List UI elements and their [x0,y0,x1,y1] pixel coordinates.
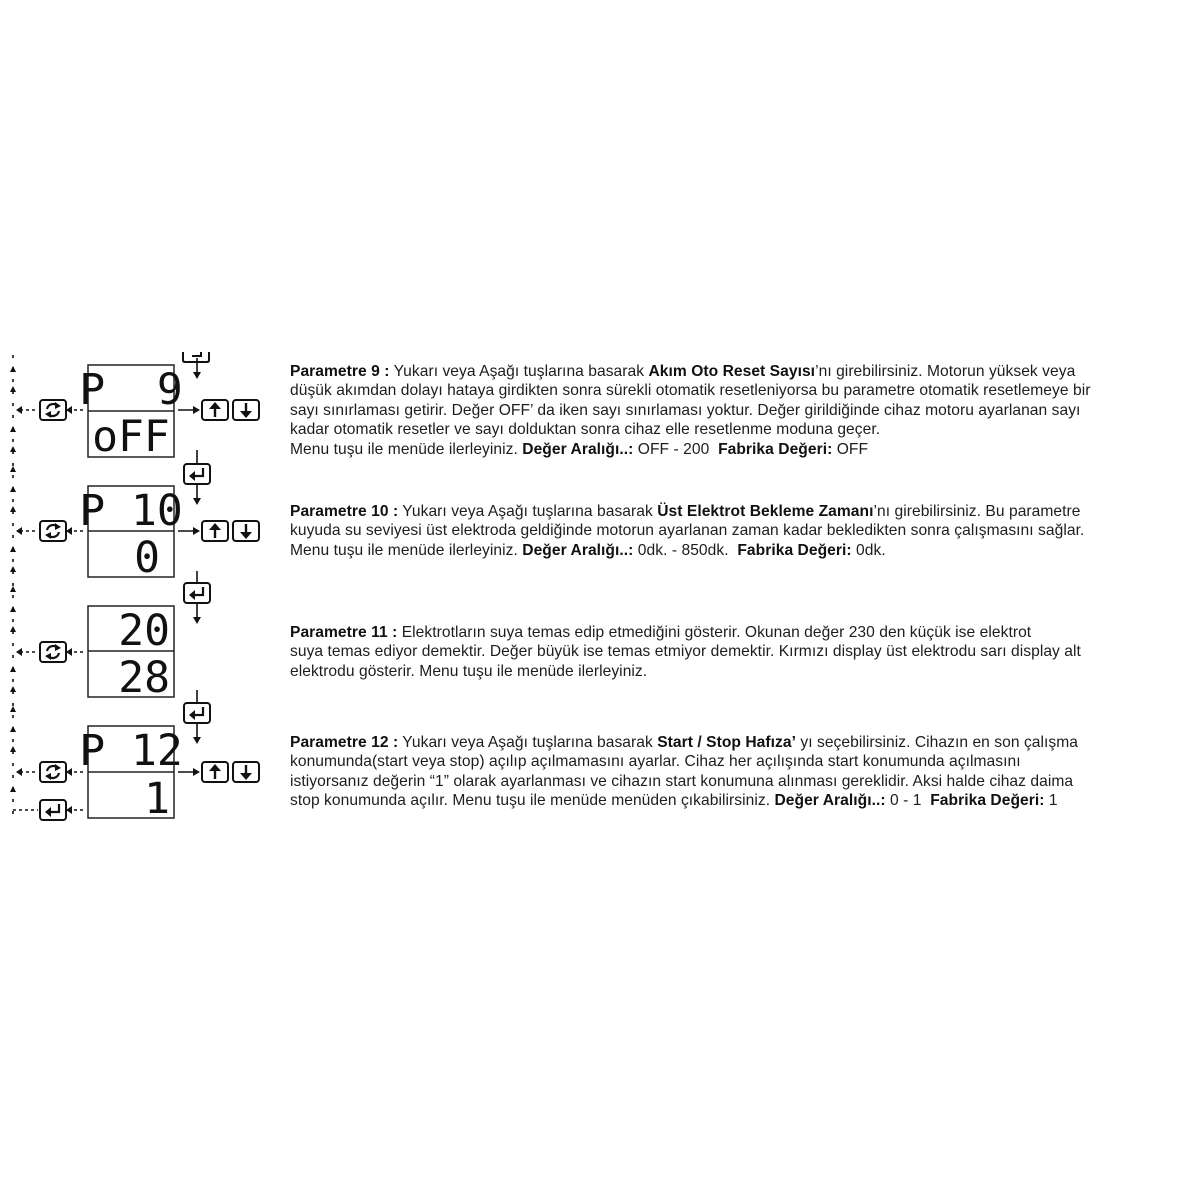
param-title: Parametre 9 : [290,363,390,380]
text-line: stop konumunda açılır. Menu tuşu ile menüde menüden çıkabilirsiniz. Değer Aralığı..: 0 - 1 Fabrika Değeri: 1 [290,792,1058,810]
cycle-icon [40,762,66,782]
text-line: Menu tuşu ile menüde ilerleyiniz. Değer Aralığı..: 0dk. - 850dk. Fabrika Değeri: 0dk. [290,541,886,559]
cycle-icon [40,521,66,541]
enter-icon [40,800,66,820]
lcd-bottom-3: 28 [118,653,170,703]
lcd-bottom-2: 0 [134,533,160,583]
text-line: kadar otomatik resetler ve sayı dolduktan sonra cihaz elle resetlenme moduna geçer. [290,421,881,439]
text-line: Parametre 9 : Yukarı veya Aşağı tuşlarına basarak Akım Oto Reset Sayısı’nı girebilirsiniz. Motorun yüksek veya [290,363,1076,380]
text-line: kuyuda su seviyesi üst elektroda geldiğinde motorun ayarlanan zaman kadar bekledikten sonra çalışmasını sağlar. [290,522,1085,540]
text-line: istiyorsanız değerin “1” olarak ayarlanması ve cihazın start konumuna alınması gereklidir. Aksi halde cihaz daima [290,772,1074,790]
text-line: Parametre 10 : Yukarı veya Aşağı tuşlarına basarak Üst Elektrot Bekleme Zamanı’nı girebilirsiniz. Bu parametre [290,503,1081,520]
text-line: Parametre 12 : Yukarı veya Aşağı tuşlarına basarak Start / Stop Hafıza’ yı seçebilirsiniz. Cihazın en son çalışma [290,734,1079,751]
text-line: sayı sınırlaması getirir. Değer OFF’ da iken sayı sınırlaması yoktur. Değer girildiğinde cihaz motoru ayarlanan sayı [290,401,1081,419]
lcd-top-2: P 10 [79,486,183,536]
text-line: konumunda(start veya stop) açılıp açılmamasını ayarlar. Cihaz her açılışında start konumunda açılmasını [290,753,1021,771]
text-line: suya temas ediyor demektir. Değer büyük ise temas etmiyor demektir. Kırmızı display üst elektrodu sarı display alt [290,643,1081,661]
text-line: düşük akımdan dolayı hataya girdikten sonra sürekli otomatik resetleniyorsa bu parametre otomatik resetlemeye bir [290,382,1091,400]
arrow-down-icon [233,762,259,782]
flow-arrow [193,603,201,624]
param-title: Parametre 12 : [290,734,399,751]
lcd-top-1: P 9 [79,365,183,415]
param-9-description [290,362,1190,459]
enter-icon [183,352,209,362]
arrow-down-icon [233,400,259,420]
lcd-bottom-4: 1 [144,774,170,824]
arrow-up-icon [202,400,228,420]
text-line: elektrodu gösterir. Menu tuşu ile menüde ilerleyiniz. [290,662,648,680]
param-11-description [290,623,1190,681]
param-10-description [290,502,1190,560]
flow-arrow [193,484,201,505]
lcd-top-4: P 12 [79,726,183,776]
enter-icon [184,583,210,603]
param-title: Parametre 11 : [290,624,398,641]
lcd-top-3: 20 [118,606,170,656]
lcd-bottom-1: oFF [92,412,170,462]
text-line: Menu tuşu ile menüde ilerleyiniz. Değer Aralığı..: OFF - 200 Fabrika Değeri: OFF [290,440,869,458]
text-line: Parametre 11 : Elektrotların suya temas edip etmediğini gösterir. Okunan değer 230 den küçük ise elektrot [290,624,1032,641]
cycle-icon [40,642,66,662]
arrow-down-icon [233,521,259,541]
arrow-up-icon [202,521,228,541]
enter-icon [184,703,210,723]
return-line-arrowheads [10,366,16,792]
menu-flow-diagram [0,0,280,1200]
enter-icon [184,464,210,484]
param-title: Parametre 10 : [290,503,399,520]
cycle-icon [40,400,66,420]
arrow-up-icon [202,762,228,782]
flow-arrow [193,723,201,744]
param-12-description [290,733,1190,811]
